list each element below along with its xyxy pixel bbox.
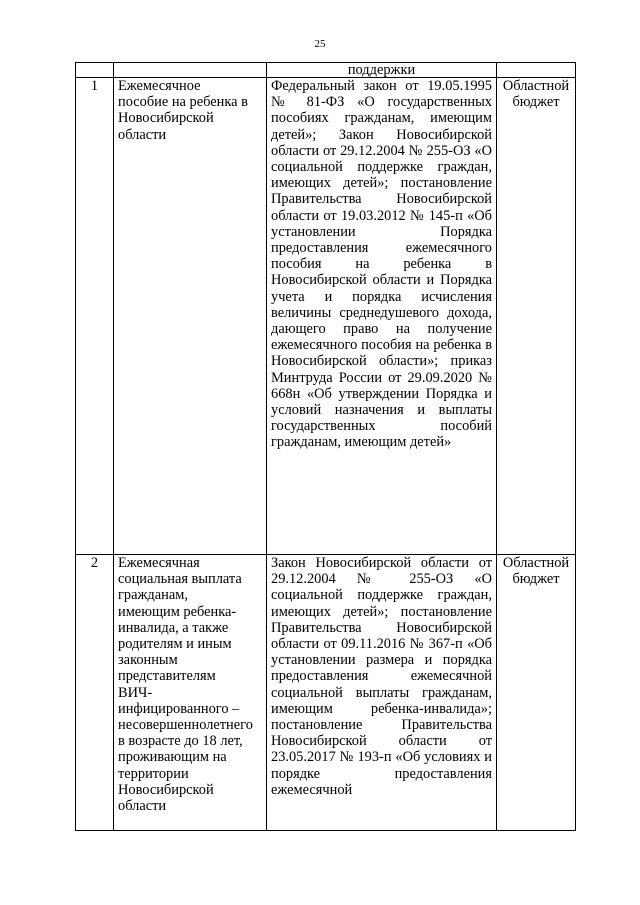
- benefit-name-line: территории: [118, 765, 189, 782]
- benefit-name-line: пособие на ребенка в: [118, 94, 248, 111]
- funding-source-line: Областной: [502, 78, 570, 94]
- benefit-name-line: ВИЧ-: [118, 684, 153, 701]
- benefit-name-line: Новосибирской: [118, 110, 214, 127]
- benefit-name-line: законным: [118, 652, 178, 669]
- benefit-name-line: в возрасте до 18 лет,: [118, 733, 243, 750]
- table-cell-empty: [114, 63, 267, 78]
- benefit-name-line: области: [118, 798, 167, 815]
- benefit-name-line: инфицированного –: [118, 700, 240, 717]
- table-cell-empty: [76, 63, 114, 78]
- benefit-name-line: представителям: [118, 668, 216, 685]
- benefit-name-line: инвалида, а также: [118, 619, 229, 636]
- legal-basis: Федеральный закон от 19.05.1995 № 81-ФЗ «О государственных пособиях гражданам, имеющим детей»; Закон Новосибирской области от 29.12.2004 № 255-ОЗ «О социальной поддержке граждан, имеющих детей»; постановление Правительства Новосибирской области от 19.03.2012 № 145-п «Об установлении Порядка предоставления ежемесячного пособия на ребенка в Новосибирской области и Порядка учета и порядка исчисления величины среднедушевого дохода, дающего право на получение ежемесячного пособия на ребенка в Новосибирской области»; приказ Минтруда России от 29.09.2020 № 668н «Об утверждении Порядка и условий назначения и выплаты государственных пособий гражданам, имеющим детей»: [267, 78, 497, 555]
- benefit-name-line: имеющим ребенка-: [118, 603, 237, 620]
- benefit-name-line: несовершеннолетнего: [118, 717, 253, 734]
- benefit-name-line: Ежемесячное: [118, 78, 201, 94]
- funding-source-line: Областной: [502, 555, 570, 571]
- benefit-name-line: проживающим на: [118, 749, 227, 766]
- benefit-name-line: Новосибирской: [118, 781, 214, 798]
- funding-source-line: бюджет: [512, 94, 560, 111]
- benefit-name: [114, 555, 267, 831]
- benefit-name-line: родителям и иным: [118, 636, 232, 653]
- page-number: 25: [314, 38, 326, 50]
- benefit-name-line: области: [118, 126, 167, 143]
- benefits-table: [75, 62, 576, 831]
- table-row-continuation: [76, 63, 576, 78]
- benefit-name: [114, 78, 267, 555]
- table-row: [76, 78, 576, 555]
- continuation-text: поддержки: [267, 63, 497, 78]
- row-number: 1: [76, 78, 114, 555]
- funding-source: [497, 78, 576, 555]
- benefit-name-line: гражданам,: [118, 587, 188, 604]
- benefit-name-line: социальная выплата: [118, 571, 242, 588]
- funding-source-line: бюджет: [512, 571, 560, 588]
- table-cell-empty: [497, 63, 576, 78]
- benefit-name-line: Ежемесячная: [118, 555, 200, 571]
- funding-source: [497, 555, 576, 831]
- table-row: [76, 555, 576, 831]
- row-number: 2: [76, 555, 114, 831]
- legal-basis: Закон Новосибирской области от 29.12.2004 № 255-ОЗ «О социальной поддержке граждан, имеющих детей»; постановление Правительства Новосибирской области от 09.11.2016 № 367-п «Об установлении размера и порядка предоставления ежемесячной социальной выплаты гражданам, имеющим ребенка-инвалида»; постановление Правительства Новосибирской области от 23.05.2017 № 193-п «Об условиях и порядке предоставления ежемесячной: [267, 555, 497, 831]
